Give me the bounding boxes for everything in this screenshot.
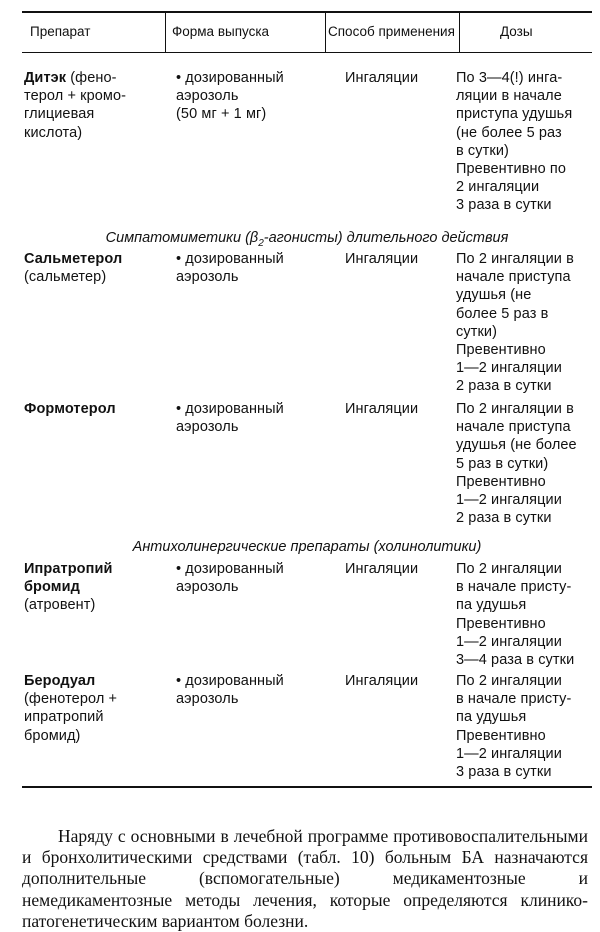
- header-method: Способ применения: [328, 24, 455, 39]
- release-form: • дозированный аэрозоль: [176, 673, 284, 708]
- section-heading: Антихолинергические препараты (холинолитики): [132, 539, 482, 555]
- header-dose: Дозы: [500, 24, 533, 39]
- section-heading: Симпатомиметики $(\beta_2-агонисты)$ длительного действия: [105, 230, 509, 249]
- application-method: Ингаляции: [345, 673, 419, 689]
- dosage: По 2 ингаляции в начале присту- па удушья Превентивно 1—2 ингаляции 3 раза в сутки: [456, 673, 572, 781]
- column-divider: [459, 12, 460, 52]
- table-bottom-rule: [22, 786, 592, 788]
- body-paragraph: Наряду с основными в лечебной программе противовоспалительными и бронхолитическими средствами (табл. 10) больным БА назначаются дополнительные (вспомогательные) медикаментозные и немедикаментозные методы лечения, которые определяются клинико-патогенетическим вариантом болезни.: [22, 826, 588, 931]
- table-top-rule: [22, 11, 592, 13]
- release-form: • дозированный аэрозоль: [176, 561, 284, 596]
- dosage: По 2 ингаляции в начале приступа удушья (не более 5 раз в сутки) Превентивно 1—2 ингаляции 2 раза в сутки: [456, 401, 577, 527]
- drug-name: Беродуал (фенотерол + ипратропий бромид): [24, 673, 118, 744]
- application-method: Ингаляции: [345, 401, 419, 417]
- application-method: Ингаляции: [345, 70, 419, 86]
- release-form: • дозированный аэрозоль (50 мг + 1 мг): [176, 70, 284, 123]
- dosage: По 3—4(!) инга- ляции в начале приступа удушья (не более 5 раз в сутки) Превентивно по 2 ингаляции 3 раза в сутки: [456, 70, 573, 214]
- drug-name: Сальметерол (сальметер): [24, 251, 123, 286]
- application-method: Ингаляции: [345, 561, 419, 577]
- drug-name: Дитэк (фено- терол + кромо- глициевая кислота): [24, 70, 127, 141]
- drug-name: Ипратропий бромид (атровент): [24, 561, 113, 614]
- header-form: Форма выпуска: [172, 24, 270, 39]
- dosage: По 2 ингаляции в начале присту- па удушья Превентивно 1—2 ингаляции 3—4 раза в сутки: [456, 561, 575, 669]
- header-drug: Препарат: [30, 24, 91, 39]
- column-divider: [165, 12, 166, 52]
- drug-name: Формотерол: [24, 401, 116, 417]
- release-form: • дозированный аэрозоль: [176, 401, 284, 436]
- release-form: • дозированный аэрозоль: [176, 251, 284, 286]
- application-method: Ингаляции: [345, 251, 419, 267]
- column-divider: [325, 12, 326, 52]
- table-header-rule: [22, 52, 592, 53]
- dosage: По 2 ингаляции в начале приступа удушья (не более 5 раз в сутки) Превентивно 1—2 ингаляции 2 раза в сутки: [456, 251, 574, 395]
